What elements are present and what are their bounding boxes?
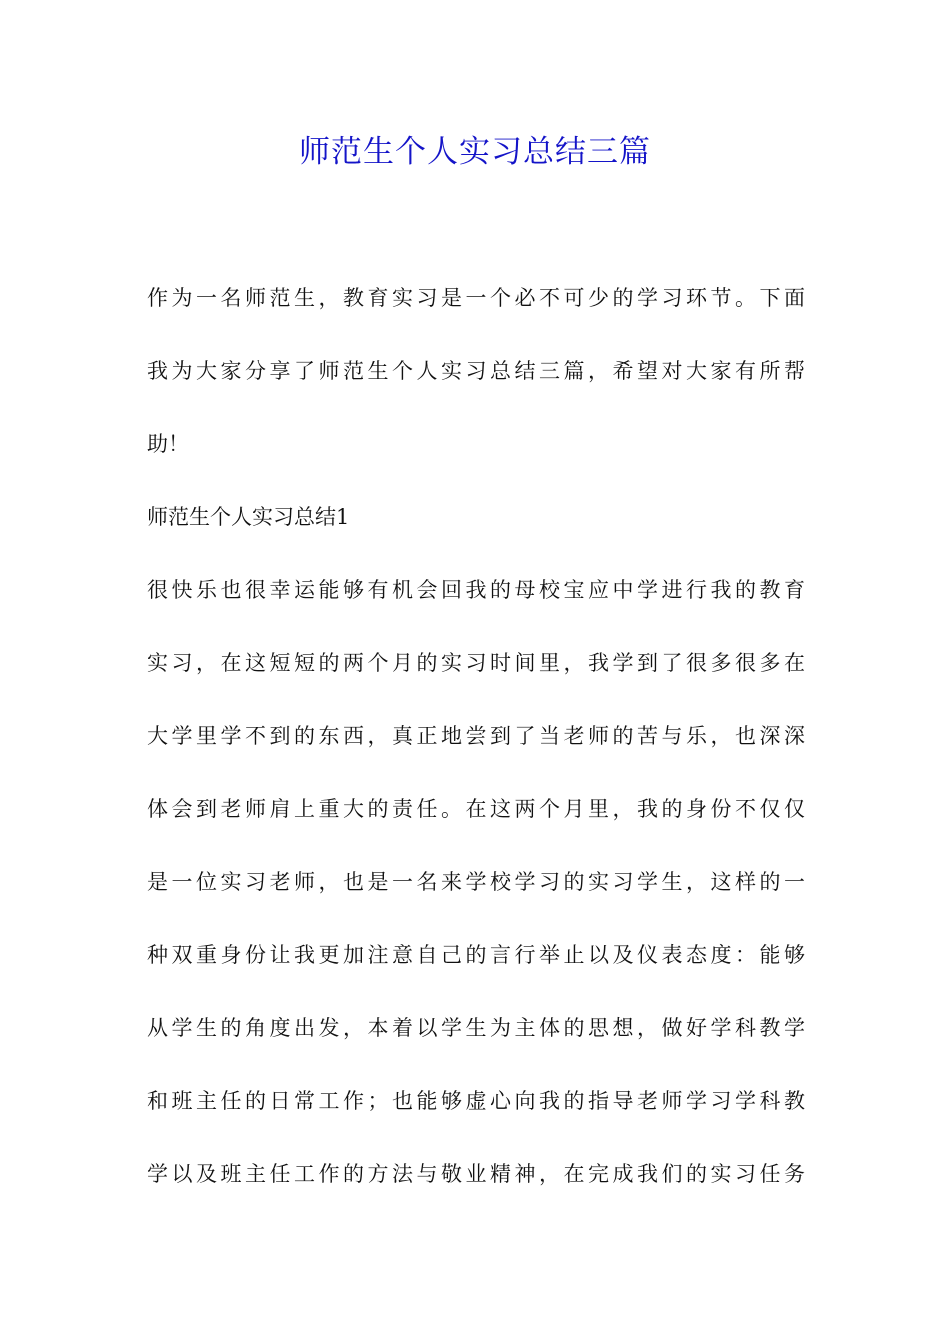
body-line: 体会到老师肩上重大的责任。在这两个月里，我的身份不仅仅 — [147, 797, 805, 821]
body-line: 种双重身份让我更加注意自己的言行举止以及仪表态度：能够 — [147, 943, 805, 967]
body-line: 作为一名师范生，教育实习是一个必不可少的学习环节。下面 — [147, 286, 805, 310]
document-body — [147, 262, 805, 1211]
body-line: 助！ — [147, 432, 189, 456]
body-line: 我为大家分享了师范生个人实习总结三篇，希望对大家有所帮 — [147, 359, 805, 383]
body-line: 实习，在这短短的两个月的实习时间里，我学到了很多很多在 — [147, 651, 805, 675]
document-title: 师范生个人实习总结三篇 — [299, 134, 651, 170]
body-line: 是一位实习老师，也是一名来学校学习的实习学生，这样的一 — [147, 870, 805, 894]
body-line: 大学里学不到的东西，真正地尝到了当老师的苦与乐，也深深 — [147, 724, 805, 748]
body-line: 很快乐也很幸运能够有机会回我的母校宝应中学进行我的教育 — [147, 578, 805, 602]
body-line: 学以及班主任工作的方法与敬业精神，在完成我们的实习任务 — [147, 1162, 805, 1186]
body-line: 和班主任的日常工作；也能够虚心向我的指导老师学习学科教 — [147, 1089, 805, 1113]
section-heading: 师范生个人实习总结1 — [147, 505, 350, 529]
body-line: 从学生的角度出发，本着以学生为主体的思想，做好学科教学 — [147, 1016, 805, 1040]
